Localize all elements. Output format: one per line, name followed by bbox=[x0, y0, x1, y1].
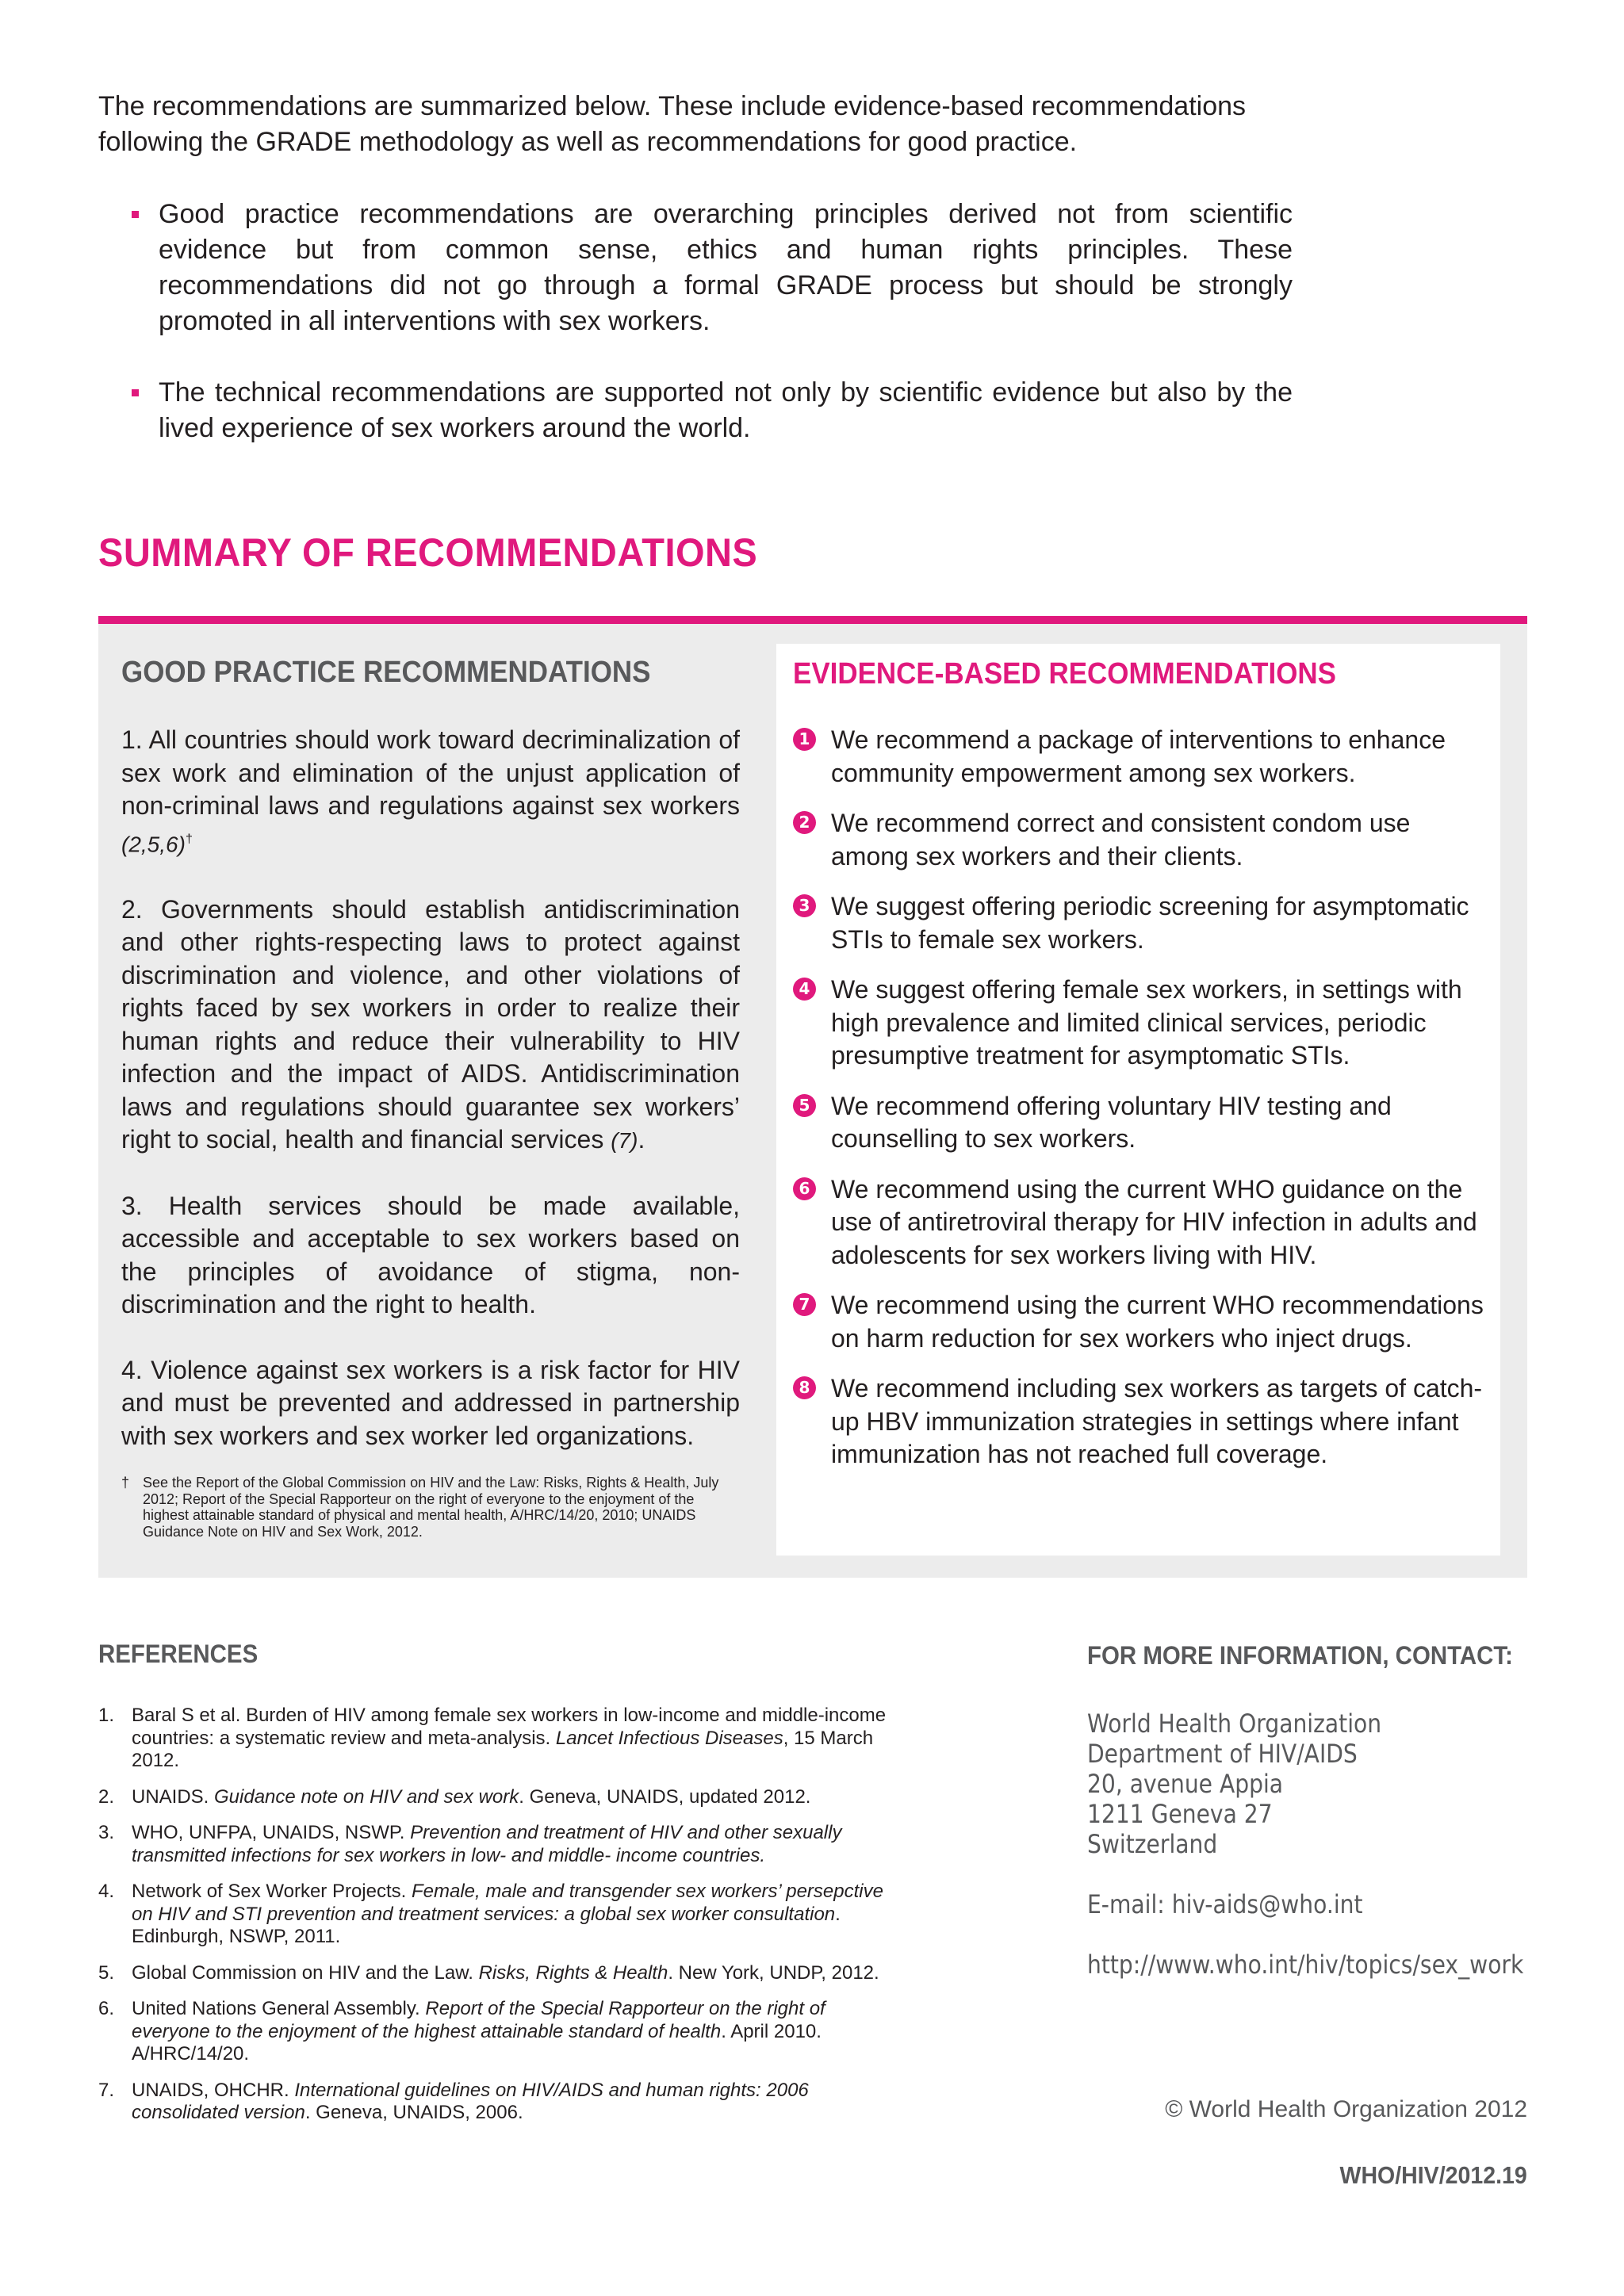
reference-authors: Global Commission on HIV and the Law. bbox=[132, 1961, 479, 1984]
evidence-text: We recommend including sex workers as targets of catch-up HBV immunization strategies in settings where infant immunization has not reached full coverage. bbox=[831, 1374, 1483, 1468]
reference-number: 3. bbox=[98, 1822, 115, 1843]
intro-bullet-item bbox=[98, 375, 1293, 446]
good-practice-item bbox=[121, 894, 740, 1158]
reference-title: Risks, Rights & Health bbox=[478, 1961, 668, 1984]
good-practice-heading: GOOD PRACTICE RECOMMENDATIONS bbox=[121, 656, 651, 689]
footnote-text: See the Report of the Global Commission on HIV and the Law: Risks, Rights & Health, July 2012; Report of the Special Rapporteur on the right of everyone to the enjoyment of the highest attainable standard of physical and mental health, A/HRC/14/20, 2010; UNAIDS Guidance Note on HIV and Sex Work, 2012. bbox=[143, 1475, 719, 1540]
reference-number: 5. bbox=[98, 1961, 115, 1984]
reference-item bbox=[98, 2080, 899, 2125]
number-circle-icon: 5 bbox=[793, 1094, 816, 1117]
evidence-based-list bbox=[793, 724, 1491, 1489]
good-practice-text: 3. Health services should be made available, accessible and acceptable to sex workers based on the principles of avoidance of stigma, non-discrimination and the right to health. bbox=[121, 1191, 740, 1319]
good-practice-text: 1. All countries should work toward decriminalization of sex work and elimination of the unjust application of non-criminal laws and regulations against sex workers bbox=[121, 725, 740, 820]
good-practice-item bbox=[121, 1354, 740, 1453]
contact-street: 20, avenue Appia bbox=[1087, 1769, 1284, 1799]
evidence-item bbox=[793, 1372, 1491, 1471]
reference-number: 7. bbox=[98, 2079, 115, 2101]
contact-city: 1211 Geneva 27 bbox=[1087, 1799, 1273, 1829]
good-practice-text: 2. Governments should establish antidiscrimination and other rights-respecting laws to protect against discrimination and violence, and other violations of rights faced by sex workers in order to realize their human rights and reduce their vulnerability to HIV infection and the impact of AIDS. Antidiscrimination laws and regulations should guarantee sex workers’ right to social, health and financial services bbox=[121, 894, 740, 1154]
evidence-item bbox=[793, 1289, 1491, 1355]
reference-details: . April 2010. A/HRC/14/20. bbox=[132, 2020, 822, 2064]
reference-authors: United Nations General Assembly. bbox=[132, 1998, 426, 2019]
good-practice-text: 4. Violence against sex workers is a risk factor for HIV and must be prevented and addressed in partnership with sex workers and sex worker led organizations. bbox=[121, 1355, 740, 1450]
contact-url[interactable]: http://www.who.int/hiv/topics/sex_work bbox=[1087, 1950, 1524, 1980]
reference-title: International guidelines on HIV/AIDS and human rights: 2006 consolidated version bbox=[132, 2079, 809, 2123]
reference-item bbox=[98, 1962, 899, 1985]
good-practice-list bbox=[121, 724, 740, 1485]
evidence-text: We suggest offering periodic screening for asymptomatic STIs to female sex workers. bbox=[831, 892, 1469, 954]
contact-dept: Department of HIV/AIDS bbox=[1087, 1739, 1358, 1769]
reference-item bbox=[98, 1705, 899, 1773]
reference-title: Prevention and treatment of HIV and other sexually transmitted infections for sex workers in low- and middle- income countries. bbox=[132, 1822, 842, 1866]
reference-item bbox=[98, 1998, 899, 2066]
copyright-notice: © World Health Organization 2012 bbox=[1165, 2096, 1527, 2122]
intro-bullet-text: Good practice recommendations are overarching principles derived not from scientific evidence but from common sense, ethics and human rights principles. These recommendations did not go through a formal GRADE process but should be strongly promoted in all interventions with sex workers. bbox=[159, 199, 1293, 336]
reference-details: . Geneva, UNAIDS, updated 2012. bbox=[519, 1785, 811, 1808]
reference-authors: UNAIDS, OHCHR. bbox=[132, 2079, 295, 2101]
period-mark: . bbox=[638, 1125, 645, 1154]
good-practice-item bbox=[121, 724, 740, 861]
contact-org: World Health Organization bbox=[1087, 1709, 1382, 1739]
contact-block bbox=[1087, 1709, 1523, 1980]
number-circle-icon: 4 bbox=[793, 978, 816, 1001]
reference-item bbox=[98, 1822, 899, 1867]
footnote bbox=[121, 1475, 740, 1540]
reference-authors: WHO, UNFPA, UNAIDS, NSWP. bbox=[132, 1822, 411, 1843]
reference-number: 2. bbox=[98, 1785, 115, 1808]
evidence-text: We suggest offering female sex workers, in settings with high prevalence and limited clinical services, periodic presumptive treatment for asymptomatic STIs. bbox=[831, 975, 1462, 1070]
evidence-item bbox=[793, 1173, 1491, 1272]
evidence-item bbox=[793, 1090, 1491, 1156]
number-circle-icon: 6 bbox=[793, 1177, 816, 1200]
evidence-item bbox=[793, 890, 1491, 956]
reference-details: . New York, UNDP, 2012. bbox=[668, 1961, 879, 1984]
reference-title: Female, male and transgender sex workers’ persepctive on HIV and STI prevention and treatment services: a global sex worker consultation bbox=[132, 1881, 883, 1925]
citation-ref: (2,5,6) bbox=[121, 832, 186, 857]
evidence-item bbox=[793, 724, 1491, 790]
reference-number: 4. bbox=[98, 1881, 115, 1902]
reference-number: 1. bbox=[98, 1705, 115, 1726]
pink-square-bullet-icon bbox=[132, 389, 139, 396]
reference-number: 6. bbox=[98, 1998, 115, 2019]
number-circle-icon: 2 bbox=[793, 811, 816, 834]
good-practice-item bbox=[121, 1190, 740, 1322]
contact-email[interactable]: E-mail: hiv-aids@who.int bbox=[1087, 1889, 1363, 1919]
pink-square-bullet-icon bbox=[132, 211, 139, 218]
intro-bullet-list bbox=[98, 197, 1293, 482]
contact-heading: FOR MORE INFORMATION, CONTACT: bbox=[1087, 1641, 1513, 1670]
reference-authors: Network of Sex Worker Projects. bbox=[132, 1881, 412, 1902]
contact-spacer bbox=[1087, 1919, 1523, 1950]
references-heading: REFERENCES bbox=[98, 1640, 259, 1668]
reference-authors: UNAIDS. bbox=[132, 1785, 215, 1808]
reference-title: Report of the Special Rapporteur on the right of everyone to the enjoyment of the highest attainable standard of health bbox=[132, 1998, 825, 2042]
footnote-dagger: † bbox=[121, 1475, 130, 1490]
contact-country: Switzerland bbox=[1087, 1829, 1218, 1859]
evidence-item bbox=[793, 974, 1491, 1073]
evidence-text: We recommend using the current WHO recommendations on harm reduction for sex workers who inject drugs. bbox=[831, 1291, 1484, 1353]
summary-divider bbox=[98, 616, 1527, 624]
evidence-text: We recommend a package of interventions to enhance community empowerment among sex workers. bbox=[831, 725, 1446, 787]
reference-details: , 15 March 2012. bbox=[132, 1727, 874, 1771]
reference-title: Guidance note on HIV and sex work bbox=[214, 1785, 519, 1808]
dagger-mark: † bbox=[185, 832, 193, 846]
number-circle-icon: 7 bbox=[793, 1293, 816, 1316]
number-circle-icon: 8 bbox=[793, 1376, 816, 1399]
reference-details: . Edinburgh, NSWP, 2011. bbox=[132, 1903, 841, 1947]
intro-paragraph bbox=[98, 89, 1293, 160]
number-circle-icon: 1 bbox=[793, 728, 816, 751]
evidence-text: We recommend offering voluntary HIV testing and counselling to sex workers. bbox=[831, 1091, 1392, 1153]
evidence-item bbox=[793, 807, 1491, 873]
reference-authors: Baral S et al. Burden of HIV among female sex workers in low-income and middle-income countries: a systematic review and meta-analysis. bbox=[132, 1705, 887, 1749]
reference-item bbox=[98, 1786, 899, 1809]
evidence-text: We recommend using the current WHO guidance on the use of antiretroviral therapy for HIV infection in adults and adolescents for sex workers living with HIV. bbox=[831, 1174, 1477, 1269]
intro-text: The recommendations are summarized below. These include evidence-based recommendations following the GRADE methodology as well as recommendations for good practice. bbox=[98, 91, 1247, 157]
reference-item bbox=[98, 1881, 899, 1949]
citation-ref: (7) bbox=[611, 1128, 638, 1154]
summary-title: SUMMARY OF RECOMMENDATIONS bbox=[98, 530, 758, 575]
reference-title: Lancet Infectious Diseases bbox=[555, 1727, 783, 1749]
intro-bullet-text: The technical recommendations are supported not only by scientific evidence but also by the lived experience of sex workers around the world. bbox=[159, 377, 1293, 443]
evidence-text: We recommend correct and consistent condom use among sex workers and their clients. bbox=[831, 809, 1411, 871]
document-code: WHO/HIV/2012.19 bbox=[1339, 2161, 1527, 2189]
reference-details: . Geneva, UNAIDS, 2006. bbox=[304, 2102, 523, 2123]
evidence-based-heading: EVIDENCE-BASED RECOMMENDATIONS bbox=[793, 657, 1336, 691]
contact-spacer bbox=[1087, 1859, 1523, 1889]
intro-bullet-item bbox=[98, 197, 1293, 339]
number-circle-icon: 3 bbox=[793, 894, 816, 917]
references-list bbox=[98, 1705, 899, 2138]
